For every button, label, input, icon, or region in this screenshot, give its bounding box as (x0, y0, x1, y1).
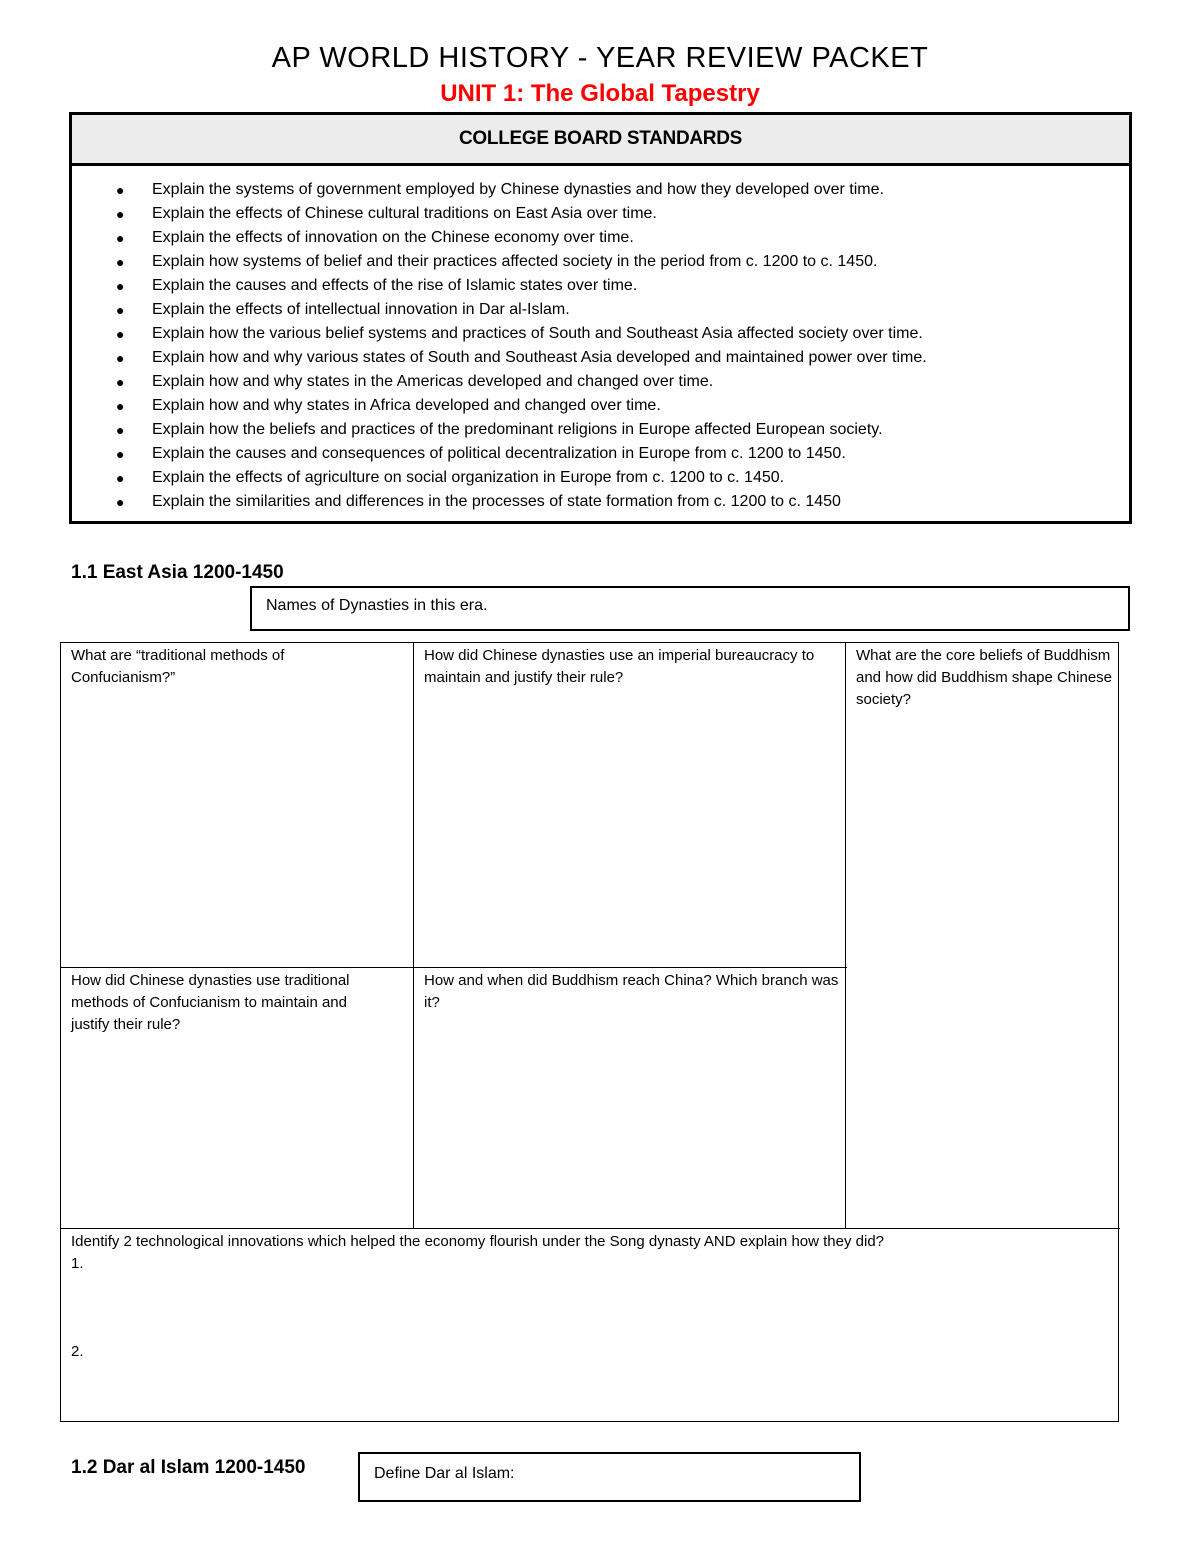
standard-text: Explain the effects of innovation on the Chinese economy over time. (152, 229, 634, 246)
standards-heading: COLLEGE BOARD STANDARDS (72, 115, 1129, 166)
section-1-1-heading: 1.1 East Asia 1200-1450 (71, 562, 284, 583)
bullet-icon: ● (116, 302, 125, 318)
bullet-icon: ● (116, 494, 125, 510)
define-dar-al-islam-prompt: Define Dar al Islam: (374, 1465, 515, 1482)
bullet-icon: ● (116, 326, 125, 342)
bullet-icon: ● (116, 254, 125, 270)
standard-text: Explain the systems of government employed by Chinese dynasties and how they developed over time. (152, 181, 884, 198)
standard-text: Explain how the beliefs and practices of the predominant religions in Europe affected European society. (152, 421, 883, 438)
standard-item (72, 418, 1129, 442)
answer-1-label: 1. (71, 1255, 84, 1272)
bullet-icon: ● (116, 374, 125, 390)
standard-item (72, 250, 1129, 274)
page-title: AP WORLD HISTORY - YEAR REVIEW PACKET (271, 42, 929, 74)
answer-2-label: 2. (71, 1343, 84, 1360)
dynasties-prompt: Names of Dynasties in this era. (266, 597, 488, 614)
buddhism-reach-answer-cell[interactable] (414, 968, 845, 1228)
define-dar-al-islam-box[interactable] (358, 1452, 861, 1502)
confucian-methods-answer-cell[interactable] (61, 643, 413, 967)
standards-box (69, 112, 1132, 524)
standard-text: Explain the effects of agriculture on social organization in Europe from c. 1200 to c. 1450. (152, 469, 785, 486)
standard-item (72, 490, 1129, 514)
standard-text: Explain how and why various states of South and Southeast Asia developed and maintained power over time. (152, 349, 927, 366)
bullet-icon: ● (116, 278, 125, 294)
dynasties-answer-box[interactable] (250, 586, 1130, 631)
standard-item (72, 226, 1129, 250)
song-tech-question: Identify 2 technological innovations which helped the economy flourish under the Song dynasty AND explain how they did? (71, 1233, 885, 1250)
bullet-icon: ● (116, 446, 125, 462)
standard-item (72, 466, 1129, 490)
standard-item (72, 394, 1129, 418)
standard-text: Explain how systems of belief and their practices affected society in the period from c. 1200 to c. 1450. (152, 253, 878, 270)
standard-item (72, 442, 1129, 466)
song-tech-answer-cell[interactable] (61, 1229, 1119, 1422)
buddhism-beliefs-question: What are the core beliefs of Buddhism and how did Buddhism shape Chinese society? (856, 647, 1113, 708)
standard-text: Explain the effects of Chinese cultural traditions on East Asia over time. (152, 205, 657, 222)
standard-text: Explain the causes and effects of the rise of Islamic states over time. (152, 277, 638, 294)
standard-text: Explain the effects of intellectual innovation in Dar al-Islam. (152, 301, 570, 318)
standard-text: Explain how the various belief systems and practices of South and Southeast Asia affected society over time. (152, 325, 923, 342)
standards-list (72, 166, 1129, 514)
bureaucracy-question: How did Chinese dynasties use an imperial bureaucracy to maintain and justify their rule? (424, 647, 815, 686)
bullet-icon: ● (116, 206, 125, 222)
standard-item (72, 178, 1129, 202)
buddhism-reach-question: How and when did Buddhism reach China? Which branch was it? (424, 972, 839, 1011)
standard-text: Explain how and why states in the Americas developed and changed over time. (152, 373, 714, 390)
bureaucracy-answer-cell[interactable] (414, 643, 845, 967)
bullet-icon: ● (116, 470, 125, 486)
standard-item (72, 322, 1129, 346)
standard-item (72, 202, 1129, 226)
standard-text: Explain how and why states in Africa developed and changed over time. (152, 397, 661, 414)
standard-item (72, 346, 1129, 370)
confucian-methods-question: What are “traditional methods of Confucianism?” (71, 647, 285, 686)
bullet-icon: ● (116, 350, 125, 366)
section-1-2-heading: 1.2 Dar al Islam 1200-1450 (71, 1457, 306, 1478)
bullet-icon: ● (116, 182, 125, 198)
confucian-rule-answer-cell[interactable] (61, 968, 413, 1228)
bullet-icon: ● (116, 398, 125, 414)
standard-text: Explain the similarities and differences in the processes of state formation from c. 1200 to c. 1450 (152, 493, 841, 510)
bullet-icon: ● (116, 422, 125, 438)
unit-title: UNIT 1: The Global Tapestry (440, 80, 760, 107)
standard-item (72, 274, 1129, 298)
buddhism-beliefs-answer-cell[interactable] (846, 643, 1119, 1228)
standard-item (72, 370, 1129, 394)
confucian-rule-question: How did Chinese dynasties use traditional methods of Confucianism to maintain and justify their rule? (71, 972, 350, 1033)
standard-item (72, 298, 1129, 322)
bullet-icon: ● (116, 230, 125, 246)
standard-text: Explain the causes and consequences of political decentralization in Europe from c. 1200 to 1450. (152, 445, 846, 462)
east-asia-question-grid (60, 642, 1119, 1422)
